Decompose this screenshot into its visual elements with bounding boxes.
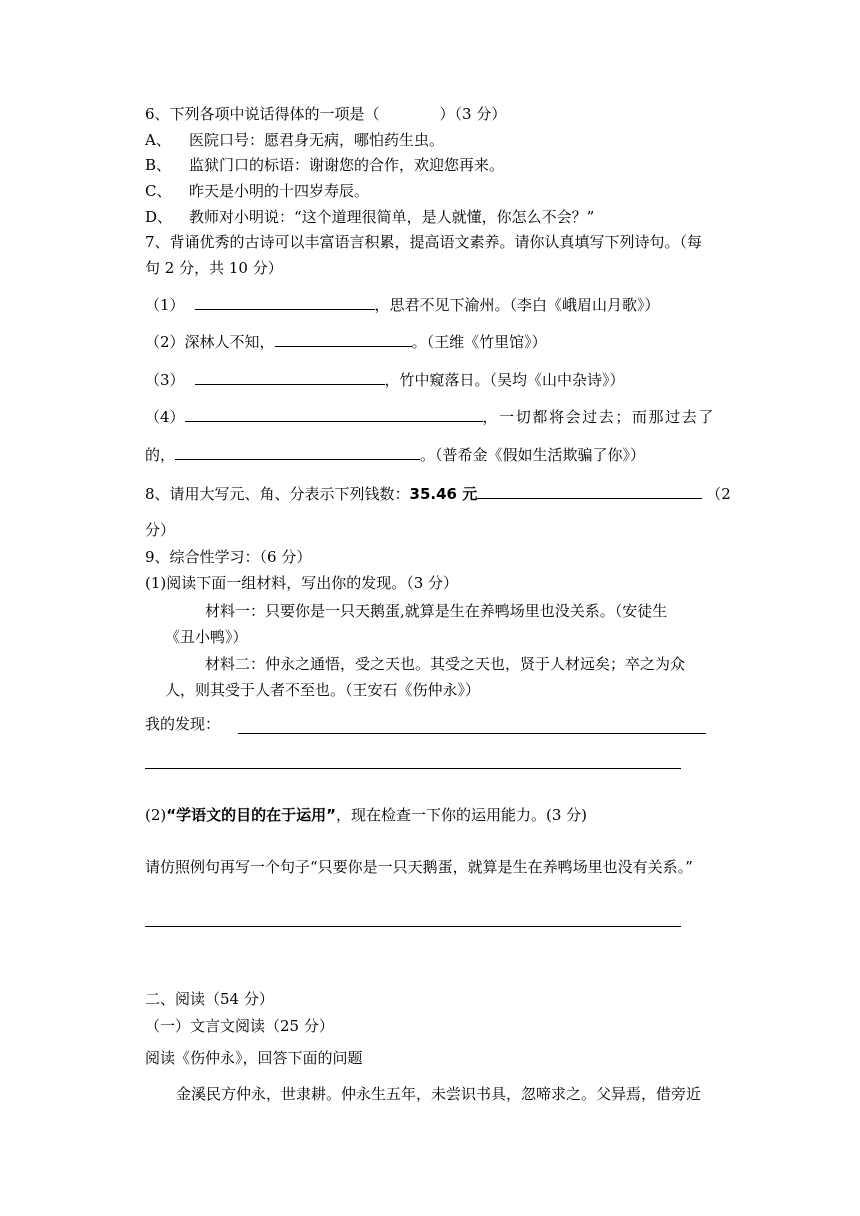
section-2-instruction: 阅读《伤仲永》，回答下面的问题 bbox=[145, 1049, 363, 1067]
q7-item-3 bbox=[145, 369, 625, 390]
option-key: C、 bbox=[145, 182, 172, 200]
option-key: D、 bbox=[145, 208, 173, 226]
option-key: B、 bbox=[145, 156, 172, 174]
material-2-line2: 人，则其受于人者不至也。（王安石《伤仲永》） bbox=[165, 681, 481, 699]
item-number: （1） bbox=[145, 296, 185, 314]
part2-prefix: (2) bbox=[145, 806, 167, 824]
answer-blank[interactable] bbox=[185, 406, 483, 422]
item-text: 。（王维《竹里馆》） bbox=[411, 333, 547, 351]
finding-label: 我的发现： bbox=[145, 715, 221, 733]
q7-stem-line2: 句 2 分，共 10 分） bbox=[145, 259, 283, 277]
item-text-before: 深林人不知， bbox=[184, 333, 275, 351]
answer-blank[interactable] bbox=[195, 369, 385, 385]
item-number: （2） bbox=[145, 333, 185, 351]
q6-stem-end: ）（3 分） bbox=[439, 105, 507, 123]
q8-score: （2 bbox=[706, 485, 731, 503]
q6-option-d bbox=[145, 207, 594, 227]
q7-item-1 bbox=[145, 294, 660, 315]
answer-blank[interactable] bbox=[175, 444, 420, 460]
finding-answer-line-2[interactable] bbox=[145, 768, 681, 769]
q6-option-a bbox=[145, 130, 444, 150]
q9-part1: (1)阅读下面一组材料，写出你的发现。（3 分） bbox=[145, 574, 459, 592]
item-text: ，思君不见下渝州。（李白《峨眉山月歌》） bbox=[374, 296, 660, 314]
answer-blank[interactable] bbox=[275, 331, 412, 347]
option-text: 监狱门口的标语：谢谢您的合作，欢迎您再来。 bbox=[189, 156, 505, 174]
q8-text: 8、请用大写元、角、分表示下列钱数： bbox=[145, 485, 410, 503]
section-2-sub: （一）文言文阅读（25 分） bbox=[145, 1017, 334, 1035]
option-text: 医院口号：愿君身无病，哪怕药生虫。 bbox=[189, 131, 445, 149]
item-text: 。（普希金《假如生活欺骗了你》） bbox=[420, 446, 646, 464]
imitate-answer-line[interactable] bbox=[145, 926, 681, 927]
material-1-line1: 材料一：只要你是一只天鹅蛋,就算是生在养鸭场里也没关系。（安徒生 bbox=[205, 602, 668, 620]
answer-blank[interactable] bbox=[195, 294, 375, 310]
q6-stem-text: 6、下列各项中说话得体的一项是（ bbox=[145, 105, 380, 123]
q8-amount: 35.46 元 bbox=[409, 485, 478, 503]
item-text-before: 的， bbox=[145, 446, 176, 464]
q7-stem-line1: 7、背诵优秀的古诗可以丰富语言积累，提高语文素养。请你认真填写下列诗句。（每 bbox=[145, 233, 703, 251]
item-number: （4） bbox=[145, 408, 185, 426]
part2-rest: ，现在检查一下你的运用能力。(3 分) bbox=[335, 806, 587, 824]
option-text: 教师对小明说：“这个道理很简单，是人就懂，你怎么不会？” bbox=[189, 208, 595, 226]
finding-answer-line-1[interactable] bbox=[238, 733, 706, 734]
passage-paragraph: 金溪民方仲永，世隶耕。仲永生五年，未尝识书具，忽啼求之。父异焉，借旁近 bbox=[176, 1085, 702, 1103]
imitate-instruction: 请仿照例句再写一个句子“只要你是一只天鹅蛋，就算是生在养鸭场里也没有关系。” bbox=[145, 858, 693, 876]
q9-title: 9、综合性学习：（6 分） bbox=[145, 548, 312, 566]
material-1-line2: 《丑小鸭》） bbox=[165, 628, 248, 646]
section-2-title: 二、阅读（54 分） bbox=[145, 990, 274, 1008]
item-text: ，一切都将会过去；而那过去了 bbox=[482, 408, 715, 426]
q6-stem bbox=[145, 104, 506, 124]
answer-blank[interactable] bbox=[477, 483, 702, 499]
q7-item-2 bbox=[145, 331, 547, 352]
item-number: （3） bbox=[145, 371, 185, 389]
q6-option-c bbox=[145, 181, 369, 201]
q6-option-b bbox=[145, 155, 504, 175]
q7-item-4-cont bbox=[145, 444, 645, 465]
q8-line bbox=[145, 483, 731, 504]
option-key: A、 bbox=[145, 131, 171, 149]
q7-item-4 bbox=[145, 406, 715, 427]
q9-part2 bbox=[145, 805, 587, 825]
item-text: ，竹中窥落日。（吴均《山中杂诗》） bbox=[384, 371, 625, 389]
option-text: 昨天是小明的十四岁寿辰。 bbox=[189, 182, 370, 200]
material-2-line1: 材料二：仲永之通悟，受之天也。其受之天也，贤于人材远矣；卒之为众 bbox=[205, 655, 686, 673]
part2-quote: “学语文的目的在于运用” bbox=[166, 806, 336, 824]
q8-score-cont: 分） bbox=[145, 521, 176, 539]
